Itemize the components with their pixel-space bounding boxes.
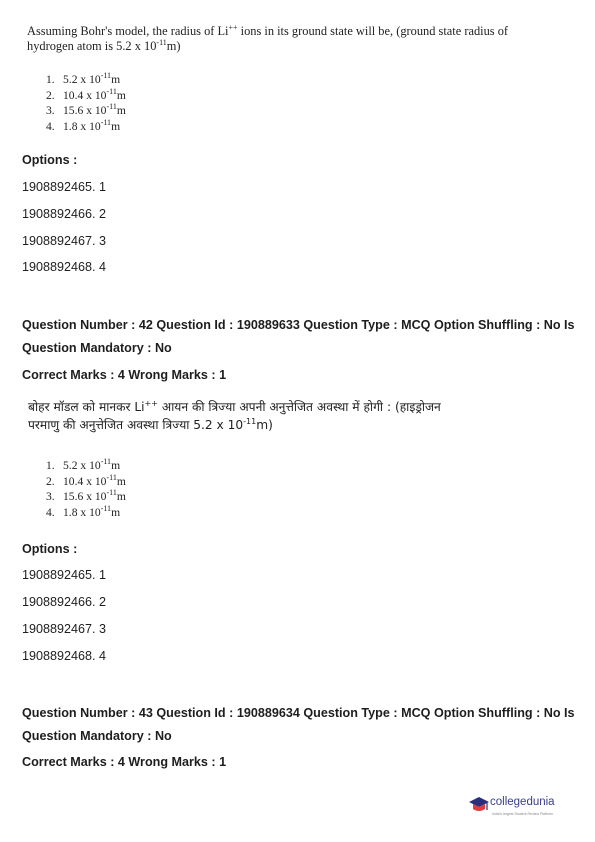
question-text-line1: Assuming Bohr's model, the radius of Li [27,24,229,38]
question-meta: Question Number : 43 Question Id : 190889634 Question Type : MCQ Option Shuffling : No Is [22,706,575,720]
choice-item: 1. 5.2 x $10^{-11}m$ [46,457,121,472]
option-item: 1908892467. 3 [22,622,107,636]
choice-list [46,72,126,134]
choice-item: 4. 1.8 x $10^{-11}m$ [46,117,121,133]
question-text-line2-rest: m) [166,39,181,53]
graduation-cap-icon [468,795,490,817]
superscript: ++ [228,23,238,32]
choice-item: 1. 5.2 x $10^{-11}m$ [46,71,121,86]
question-meta: Question Number : 42 Question Id : 190889633 Question Type : MCQ Option Shuffling : No Is [22,318,575,332]
question-text-line1-rest: ions in its ground state will be, (ground state radius of [237,24,509,38]
superscript: -11 [243,417,257,426]
options-heading: Options : [22,153,78,167]
question-text-hindi [28,398,573,434]
choice-item: 3. 15.6 x $10^{-11}m$ [46,102,126,118]
hindi-line1-rest: आयन की त्रिज्या अपनी अनुत्तेजित अवस्था में होगी : (हाइड्रोजन [157,400,441,414]
option-item: 1908892465. 1 [22,180,107,194]
option-item: 1908892468. 4 [22,649,107,663]
option-item: 1908892466. 2 [22,207,107,221]
collegedunia-logo [468,793,578,823]
superscript: -11 [156,38,167,47]
logo-tagline: India's largest Student Review Platform [492,812,553,816]
option-item: 1908892466. 2 [22,595,107,609]
choice-item: 4. 1.8 x $10^{-11}m$ [46,503,121,519]
option-item: 1908892467. 3 [22,234,107,248]
question-text [27,24,567,54]
hindi-line2: परमाणु की अनुत्तेजित अवस्था त्रिज्या 5.2 x 10 [28,418,244,432]
hindi-line2-rest: m) [256,418,273,432]
question-marks: Correct Marks : 4 Wrong Marks : 1 [22,755,227,769]
question-text-line2: hydrogen atom is 5.2 x 10 [27,39,157,53]
options-heading: Options : [22,542,78,556]
choice-item: 3. 15.6 x $10^{-11}m$ [46,488,126,504]
question-mandatory: Question Mandatory : No [22,341,172,355]
logo-wordmark: collegedunia [490,796,555,808]
choice-list [46,458,126,520]
choice-item: 2. 10.4 x $10^{-11}m$ [46,86,126,102]
choice-item: 2. 10.4 x $10^{-11}m$ [46,472,126,488]
question-mandatory: Question Mandatory : No [22,729,172,743]
question-marks: Correct Marks : 4 Wrong Marks : 1 [22,368,227,382]
option-item: 1908892468. 4 [22,260,107,274]
superscript: ++ [144,399,158,408]
hindi-line1: बोहर मॉडल को मानकर Li [28,400,145,414]
option-item: 1908892465. 1 [22,568,107,582]
